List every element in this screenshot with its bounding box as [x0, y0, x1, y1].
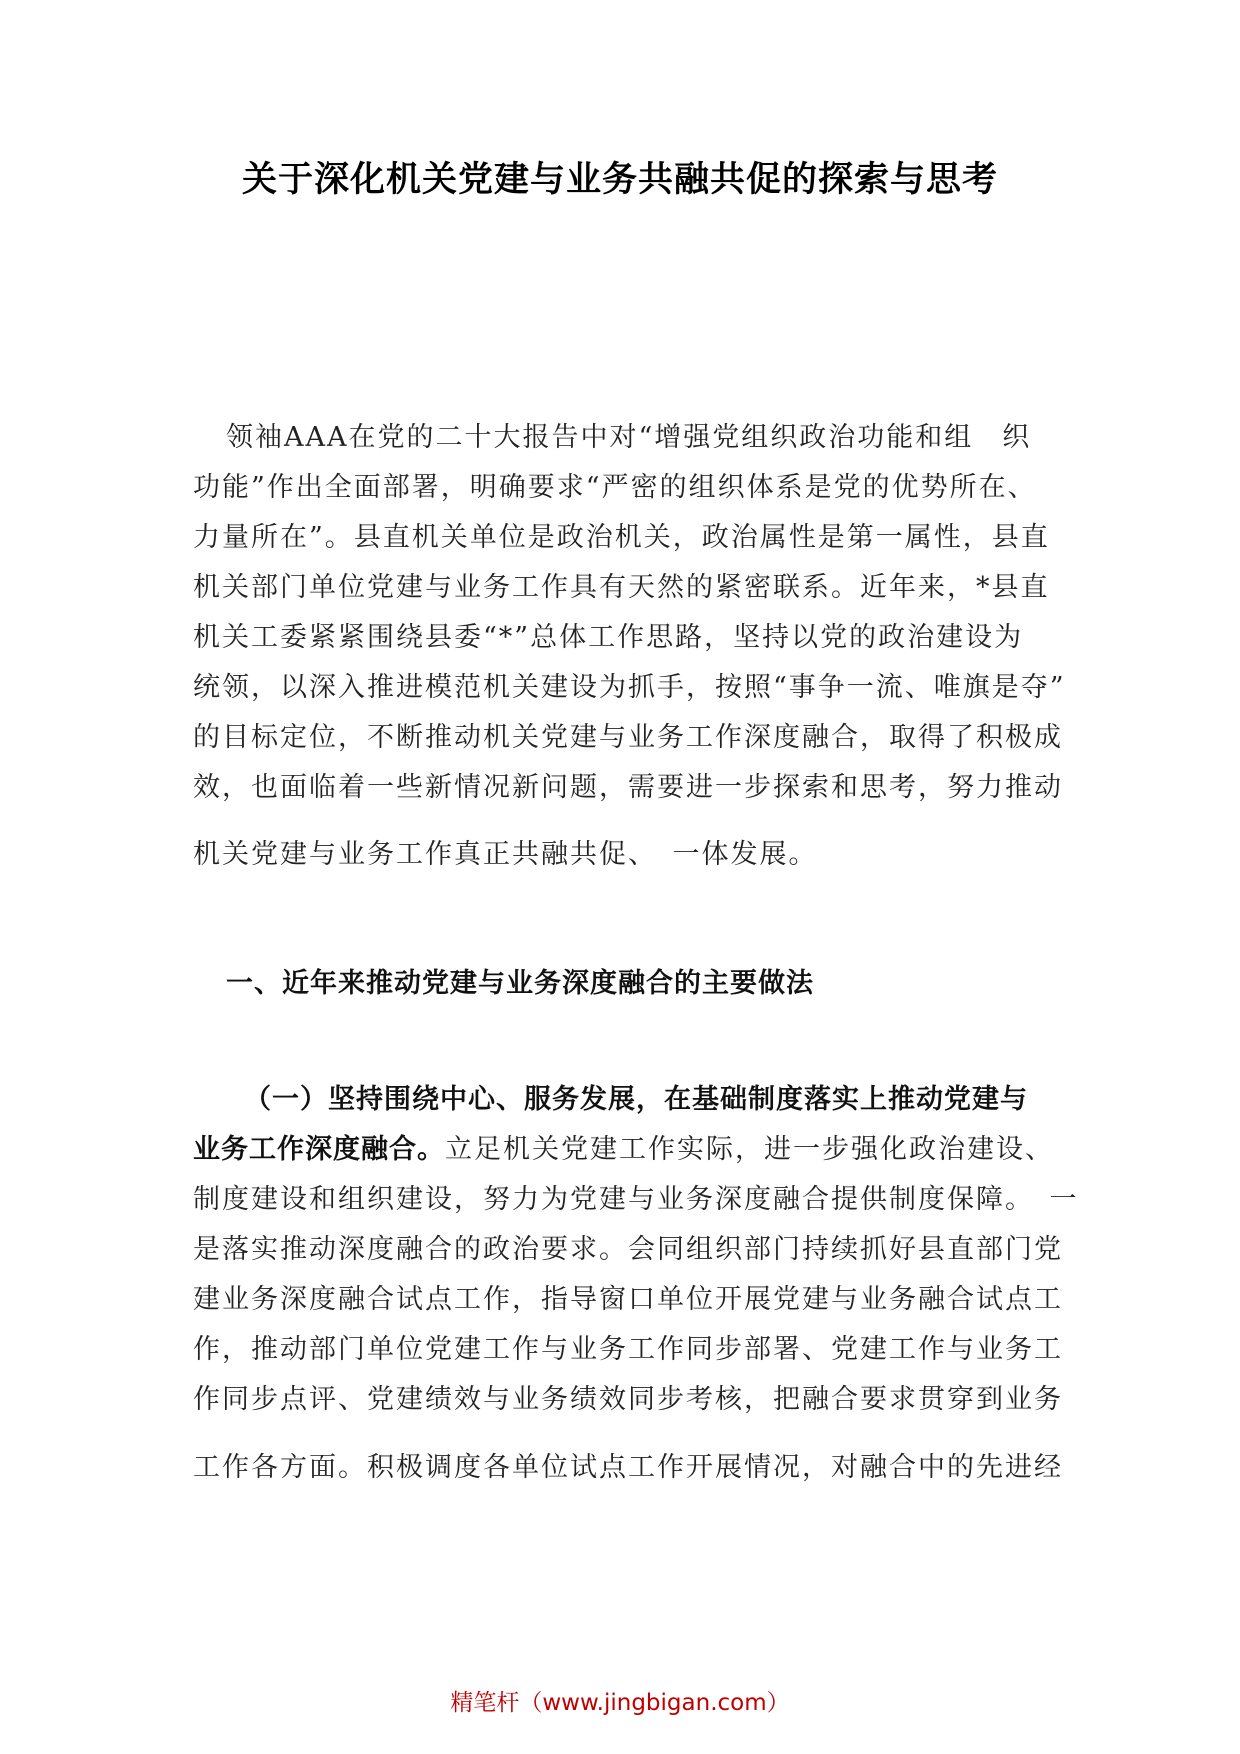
intro-line-4: 机关部门单位党建与业务工作具有天然的紧密联系。近年来，*县直	[193, 572, 1050, 603]
document-title: 关于深化机关党建与业务共融共促的探索与思考	[241, 160, 998, 200]
subsection-1-line-3: 制度建设和组织建设，努力为党建与业务深度融合提供制度保障。 一	[193, 1184, 1079, 1215]
subsection-1-line-2	[193, 1130, 1073, 1170]
subsection-1-line-7: 作同步点评、党建绩效与业务绩效同步考核，把融合要求贯穿到业务	[193, 1384, 1063, 1415]
subsection-1-line-4: 是落实推动深度融合的政治要求。会同组织部门持续抓好县直部门党	[193, 1234, 1063, 1265]
subsection-1-line-6: 作，推动部门单位党建工作与业务工作同步部署、党建工作与业务工	[193, 1334, 1063, 1365]
site-footer-link[interactable]: 精笔杆（www.jingbigan.com）	[450, 1690, 790, 1716]
intro-line-2: 功能”作出全面部署，明确要求“严密的组织体系是党的优势所在、	[193, 472, 1037, 503]
subsection-1-heading-line-1: （一）坚持围绕中心、服务发展，在基础制度落实上推动党建与	[244, 1084, 1028, 1115]
intro-line-8: 效，也面临着一些新情况新问题，需要进一步探索和思考，努力推动	[193, 772, 1063, 803]
subsection-1-line-5: 建业务深度融合试点工作，指导窗口单位开展党建与业务融合试点工	[193, 1284, 1063, 1315]
intro-line-5: 机关工委紧紧围绕县委“*”总体工作思路，坚持以党的政治建设为	[193, 622, 1024, 653]
intro-line-7: 的目标定位，不断推动机关党建与业务工作深度融合，取得了积极成	[193, 722, 1063, 753]
subsection-1-line-2-rest: 立足机关党建工作实际，进一步强化政治建设、	[445, 1134, 1054, 1165]
intro-line-3: 力量所在”。县直机关单位是政治机关，政治属性是第一属性，县直	[193, 522, 1050, 553]
subsection-1-heading-line-2: 业务工作深度融合。	[193, 1134, 445, 1165]
intro-line-6: 统领，以深入推进模范机关建设为抓手，按照“事争一流、唯旗是夺”	[193, 672, 1066, 703]
subsection-1-line-8: 工作各方面。积极调度各单位试点工作开展情况，对融合中的先进经	[193, 1452, 1063, 1483]
intro-line-1: 领袖AAA在党的二十大报告中对“增强党组织政治功能和组 织	[226, 422, 1032, 453]
section-1-heading: 一、近年来推动党建与业务深度融合的主要做法	[226, 968, 814, 999]
intro-line-9: 机关党建与业务工作真正共融共促、 一体发展。	[193, 839, 818, 870]
